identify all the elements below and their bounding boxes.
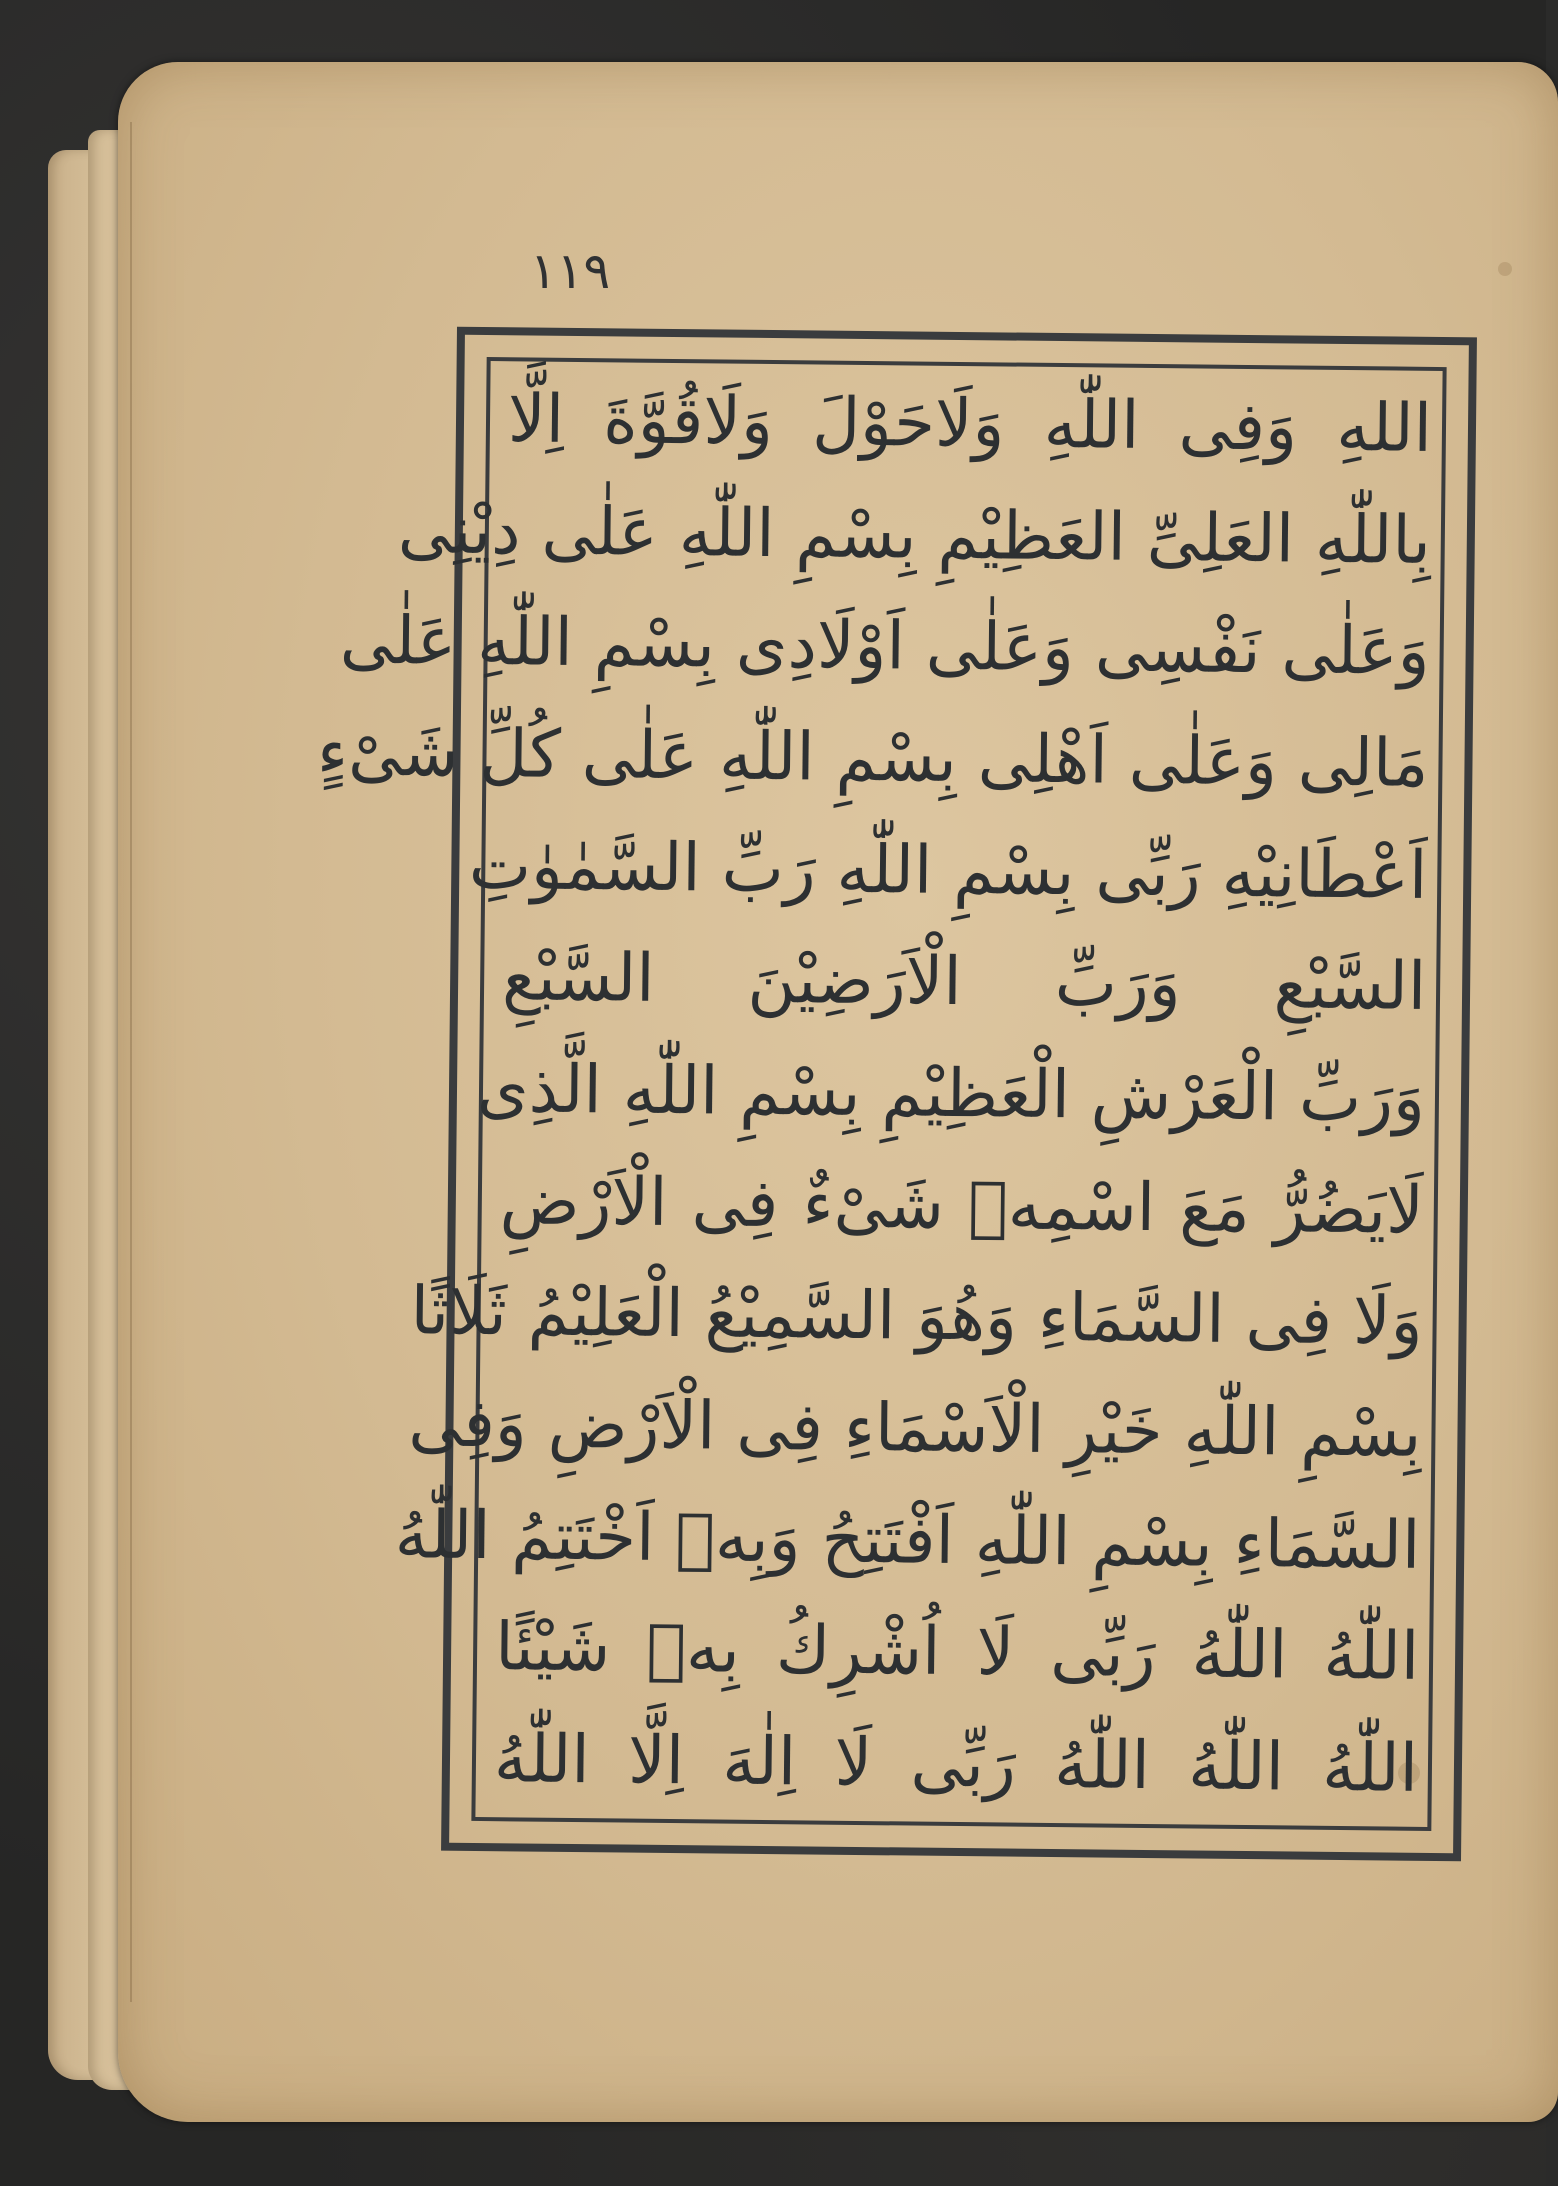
text-line: اَعْطَانِيْهِ رَبِّى بِسْمِ اللّٰهِ رَبِّ السَّمٰوٰتِ	[468, 826, 1428, 914]
text-line: السَّمَاءِ بِسْمِ اللّٰهِ اَفْتَتِحُ وَبِهٖ اَخْتَتِمُ اللّٰهُ	[394, 1495, 1421, 1584]
text-line: السَّبْعِ وَرَبِّ الْاَرَضِيْنَ السَّبْعِ	[501, 938, 1427, 1026]
text-line: وَعَلٰى نَفْسِى وَعَلٰى اَوْلَادِى بِسْمِ اللّٰهِ عَلٰى	[339, 601, 1431, 691]
page-number: ١١٩	[529, 242, 611, 300]
text-line: بِاللّٰهِ العَلِىِّ العَظِيْمِ بِسْمِ اللّٰهِ عَلٰى دِيْنِى	[397, 490, 1432, 579]
text-line: اللّٰهُ اللّٰهُ رَبِّى لَا اُشْرِكُ بِهٖ شَيْئًا	[494, 1608, 1420, 1696]
text-frame	[316, 327, 1477, 1862]
text-line: لَايَضُرُّ مَعَ اسْمِهٖ شَىْءٌ فِى الْاَرْضِ	[499, 1161, 1425, 1249]
text-line: وَلَا فِى السَّمَاءِ وَهُوَ السَّمِيْعُ الْعَلِيْمُ ثَلَاثًا	[410, 1272, 1424, 1361]
text-line: اللّٰهُ اللّٰهُ اللّٰهُ رَبِّى لَا اِلٰهَ اِلَّا اللّٰهُ	[493, 1720, 1419, 1807]
text-line: بِسْمِ اللّٰهِ خَيْرِ الْاَسْمَاءِ فِى الْاَرْضِ وَفِى	[408, 1384, 1422, 1472]
text-line: وَرَبِّ الْعَرْشِ الْعَظِيْمِ بِسْمِ اللّٰهِ الَّذِى	[476, 1049, 1426, 1137]
page-fold-line	[130, 122, 132, 2002]
text-line: مَالِى وَعَلٰى اَهْلِى بِسْمِ اللّٰهِ عَلٰى كُلِّ شَىْءٍ	[316, 713, 1429, 802]
text-line: اللهِ وَفِى اللّٰهِ وَلَاحَوْلَ وَلَاقُوَّةَ اِلَّا	[507, 380, 1433, 467]
arabic-text-block	[316, 365, 1438, 1823]
paper-spot	[1498, 262, 1512, 276]
